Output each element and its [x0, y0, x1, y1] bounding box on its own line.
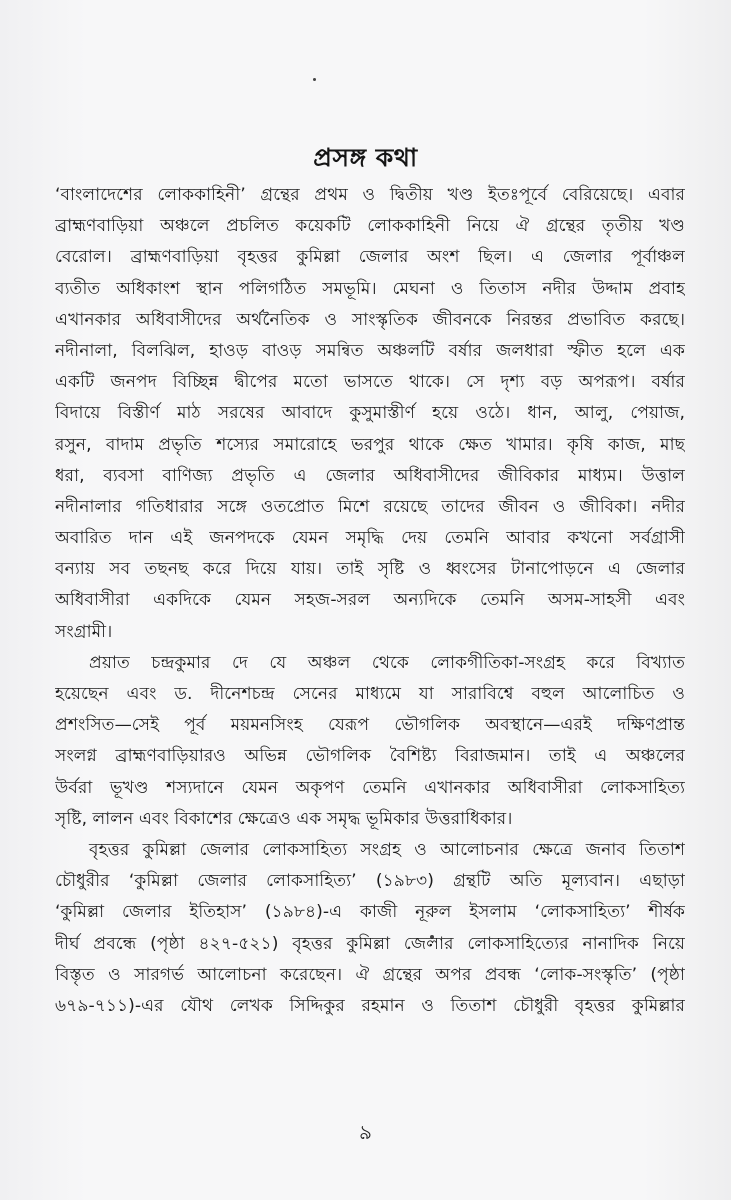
body-text	[55, 180, 685, 1022]
paragraph-2	[55, 648, 685, 835]
text-line: দীর্ঘ প্রবন্ধে (পৃষ্ঠা ৪২৭-৫২১) বৃহত্তর কুমিল্লা জেলার লোকসাহিত্যের নানাদিক নিয়ে	[55, 933, 685, 954]
page-title: প্রসঙ্গ কথা	[313, 143, 418, 172]
text-line: হয়েছেন এবং ড. দীনেশচন্দ্র সেনের মাধ্যমে যা সারাবিশ্বে বহুল আলোচিত ও	[55, 684, 685, 704]
text-line: বিদায়ে বিস্তীর্ণ মাঠ সরষের আবাদে কুসুমাস্তীর্ণ হয়ে ওঠে। ধান, আলু, পেয়াজ,	[55, 403, 685, 424]
text-line: বেরোল। ব্রাহ্মণবাড়িয়া বৃহত্তর কুমিল্লা জেলার অংশ ছিল। এ জেলার পূর্বাঞ্চল	[55, 247, 685, 268]
text-line: বন্যায় সব তছনছ করে দিয়ে যায়। তাই সৃষ্টি ও ধ্বংসের টানাপোড়নে এ জেলার	[55, 559, 685, 580]
text-line: ধরা, ব্যবসা বাণিজ্য প্রভৃতি এ জেলার অধিবাসীদের জীবিকার মাধ্যম। উত্তাল	[55, 465, 685, 486]
text-line: নদীনালা, বিলঝিল, হাওড় বাওড় সমন্বিত অঞ্চলটি বর্ষার জলধারা স্ফীত হলে এক	[55, 340, 685, 361]
text-line: রসুন, বাদাম প্রভৃতি শস্যের সমারোহে ভরপুর থাকে ক্ষেত খামার। কৃষি কাজ, মাছ	[55, 434, 685, 455]
text-line: নদীনালার গতিধারার সঙ্গে ওতপ্রোত মিশে রয়েছে তাদের জীবন ও জীবিকা। নদীর	[55, 496, 685, 517]
text-line: উর্বরা ভূখণ্ড শস্যদানে যেমন অকৃপণ তেমনি এখানকার অধিবাসীরা লোকসাহিত্য	[55, 777, 685, 798]
text-line: সংলগ্ন ব্রাহ্মণবাড়িয়ারও অভিন্ন ভৌগলিক বৈশিষ্ট্য বিরাজমান। তাই এ অঞ্চলের	[55, 746, 685, 767]
text-line: বিস্তৃত ও সারগর্ভ আলোচনা করেছেন। ঐ গ্রন্থের অপর প্রবন্ধ ‘লোক-সংস্কৃতি’ (পৃষ্ঠা	[55, 964, 685, 985]
text-line: ‘বাংলাদেশের লোককাহিনী’ গ্রন্থের প্রথম ও দ্বিতীয় খণ্ড ইতঃপূর্বে বেরিয়েছে। এবার	[55, 185, 685, 205]
text-line: ‘কুমিল্লা জেলার ইতিহাস’ (১৯৮৪)-এ কাজী নূরুল ইসলাম ‘লোকসাহিত্য’ শীর্ষক	[55, 902, 685, 923]
text-line: ব্রাহ্মণবাড়িয়া অঞ্চলে প্রচলিত কয়েকটি লোককাহিনী নিয়ে ঐ গ্রন্থের তৃতীয় খণ্ড	[55, 216, 685, 237]
text-line: অবারিত দান এই জনপদকে যেমন সমৃদ্ধি দেয় তেমনি আবার কখনো সর্বগ্রাসী	[55, 528, 685, 549]
paragraph-1	[55, 180, 685, 648]
text-line: বৃহত্তর কুমিল্লা জেলার লোকসাহিত্য সংগ্রহ ও আলোচনার ক্ষেত্রে জনাব তিতাশ	[89, 839, 685, 860]
page-number: ৯	[359, 1120, 372, 1144]
text-line: সংগ্রামী।	[55, 621, 113, 642]
ink-speck	[313, 78, 316, 81]
text-line: এখানকার অধিবাসীদের অর্থনৈতিক ও সাংস্কৃতিক জীবনকে নিরন্তর প্রভাবিত করছে।	[55, 309, 685, 330]
text-line: অধিবাসীরা একদিকে যেমন সহজ-সরল অন্যদিকে তেমনি অসম-সাহসী এবং	[55, 590, 685, 611]
text-line: ব্যতীত অধিকাংশ স্থান পলিগঠিত সমভূমি। মেঘনা ও তিতাস নদীর উদ্দাম প্রবাহ	[55, 278, 685, 299]
text-line: সৃষ্টি, লালন এবং বিকাশের ক্ষেত্রেও এক সমৃদ্ধ ভূমিকার উত্তরাধিকার।	[55, 808, 513, 829]
text-line: প্রশংসিত—সেই পূর্ব ময়মনসিংহ যেরূপ ভৌগলিক অবস্থানে—এরই দক্ষিণপ্রান্ত	[55, 715, 685, 736]
paragraph-3	[55, 835, 685, 1022]
text-line: প্রয়াত চন্দ্রকুমার দে যে অঞ্চল থেকে লোকগীতিকা-সংগ্রহ করে বিখ্যাত	[89, 652, 685, 673]
text-line: ৬৭৯-৭১১)-এর যৌথ লেখক সিদ্দিকুর রহমান ও তিতাশ চৌধুরী বৃহত্তর কুমিল্লার	[55, 995, 685, 1016]
text-line: চৌধুরীর ‘কুমিল্লা জেলার লোকসাহিত্য’ (১৯৮৩) গ্রন্থটি অতি মূল্যবান। এছাড়া	[55, 871, 685, 892]
text-line: একটি জনপদ বিচ্ছিন্ন দ্বীপের মতো ভাসতে থাকে। সে দৃশ্য বড় অপরূপ। বর্ষার	[55, 372, 685, 393]
